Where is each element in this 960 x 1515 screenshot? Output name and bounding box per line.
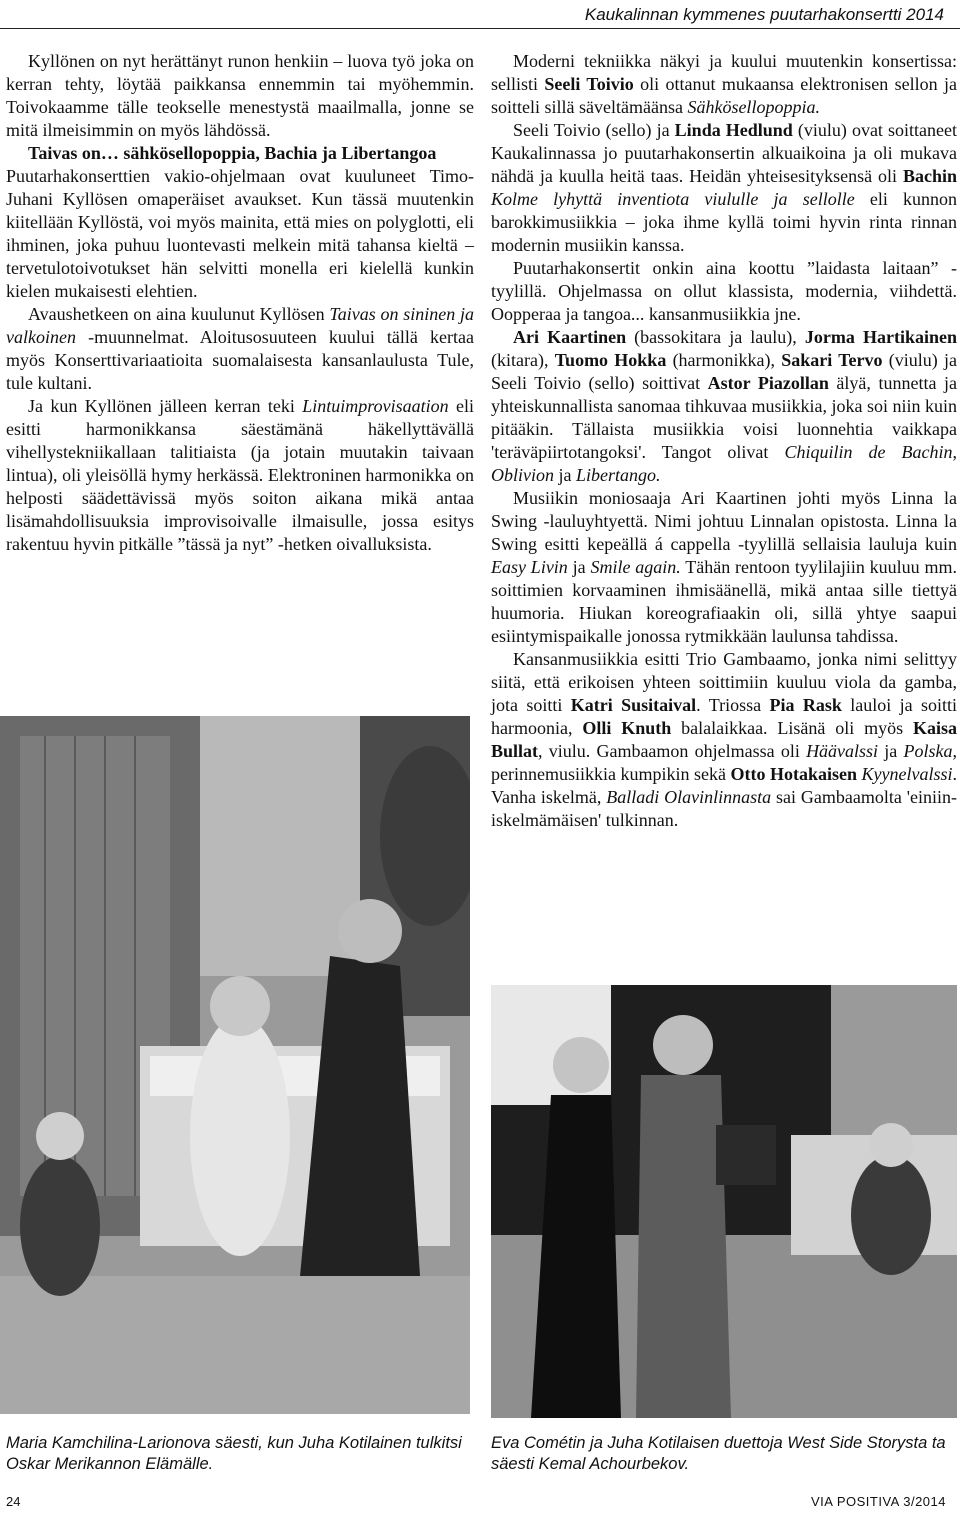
photo-caption-right: Eva Cométin ja Juha Kotilaisen duettoja West Side Storysta ta säesti Kemal Achourbekov. bbox=[491, 1434, 946, 1473]
concert-photo-duet bbox=[491, 985, 957, 1418]
paragraph: Ari Kaartinen (bassokitara ja laulu), Jorma Hartikainen (kitara), Tuomo Hokka (harmonikka), Sakari Tervo (viulu) ja Seeli Toivio (sello) soittivat Astor Piazollan älyä, tunnetta ja yhteiskunnallista sanomaa tihkuvaa musiikkia, joka soi niin kuin pitääkin. Tällaista musiikkia voisi luonnehtia vaikkapa 'teräväpiirtotangoksi'. Tangot olivat Chiquilin de Bachin, Oblivion ja Libertango. bbox=[491, 327, 958, 485]
left-column bbox=[6, 50, 474, 556]
paragraph: Kyllönen on nyt herättänyt runon henkiin – luova työ joka on kerran tehty, löytää paikkansa ennemmin tai myöhemmin. Toivokaamme tälle teokselle menestystä maailmalla, jonne se mitä ilmeisimmin on myös lähdössä. bbox=[6, 51, 474, 140]
paragraph: Seeli Toivio (sello) ja Linda Hedlund (viulu) ovat soittaneet Kaukalinnassa jo puutarhakonsertin alkuaikoina ja oli mukava nähdä ja kuulla heitä taas. Heidän yhteisesityksensä oli Bachin Kolme lyhyttä inventiota viululle ja sellolle eli kunnon barokkimusiikkia – joka ihme kyllä toimi hyvin rinta rinnan modernin musiikin kanssa. bbox=[491, 120, 957, 255]
right-column bbox=[491, 50, 957, 832]
section-subheading: Taivas on… sähkösellopoppia, Bachia ja Libertangoa bbox=[28, 143, 437, 163]
header-title: Kaukalinnan kymmenes puutarhakonsertti 2014 bbox=[584, 5, 944, 24]
paragraph: Avaushetkeen on aina kuulunut Kyllösen Taivas on sininen ja valkoinen -muunnelmat. Aloitusosuuteen kuului tällä kertaa myös Konserttivariaatioita suomalaisesta kansanlaulusta Tule, tule kultani. bbox=[6, 304, 474, 393]
paragraph: Moderni tekniikka näkyi ja kuului muutenkin konsertissa: sellisti Seeli Toivio oli ottanut mukaansa elektronisen sellon ja soitteli sillä säveltämäänsa Sähkösellopoppia. bbox=[491, 51, 957, 117]
running-header bbox=[0, 0, 960, 29]
page-number: 24 bbox=[6, 1494, 21, 1509]
magazine-issue: VIA POSITIVA 3/2014 bbox=[811, 1494, 946, 1509]
concert-photo-pianist-singer bbox=[0, 716, 470, 1414]
photo-caption-left: Maria Kamchilina-Larionova säesti, kun Juha Kotilainen tulkitsi Oskar Merikannon Elämälle. bbox=[6, 1434, 462, 1473]
paragraph: Puutarhakonserttien vakio-ohjelmaan ovat kuuluneet Timo-Juhani Kyllösen omaperäiset avaukset. Kun tässä muutenkin kiitellään Kyllöstä, voi myös mainita, että mies on polyglotti, eli ihminen, joka puhuu luontevasti melkein mitä tahansa kieltä – tervetulotoivotukset hän selvitti monella eri kielellä kunkin kielen mukaisesti elehtien. bbox=[6, 166, 474, 301]
paragraph: Puutarhakonsertit onkin aina koottu ”laidasta laitaan” -tyylillä. Ohjelmassa on ollut klassista, modernia, viihdettä. Oopperaa ja tangoa... kansanmusiikkia jne. bbox=[491, 258, 957, 324]
paragraph: Kansanmusiikkia esitti Trio Gambaamo, jonka nimi selittyy siitä, että erikoisen yhteen soittimiin kuuluu viola da gamba, jota soitti Katri Susitaival. Triossa Pia Rask lauloi ja soitti harmoonia, Olli Knuth balalaikkaa. Lisänä oli myös Kaisa Bullat, viulu. Gambaamon ohjelmassa oli Häävalssi ja Polska, perinnemusiikkia kumpikin sekä Otto Hotakaisen Kyynelvalssi. Vanha iskelmä, Balladi Olavinlinnasta sai Gambaamolta 'einiin-iskelmämäisen' tulkinnan. bbox=[491, 649, 958, 830]
photo-illustration bbox=[491, 985, 957, 1418]
paragraph: Ja kun Kyllönen jälleen kerran teki Lintuimprovisaation eli esitti harmonikkansa säestämänä häkellyttävällä vihellystekniikallaan talitiaista (ja jotain muutakin taivaan lintua), oli yleisöllä hymy herkässä. Elektroninen harmonikka on helposti säädettävissä myös soiton aikana mikä antaa lisämahdollisuuksia improvisoivalle ilmaisulle, jossa esitys rakentuu hyvin pitkälle ”tässä ja nyt” -hetken oivalluksista. bbox=[6, 396, 474, 554]
photo-illustration bbox=[0, 716, 470, 1414]
paragraph: Musiikin moniosaaja Ari Kaartinen johti myös Linna la Swing -lauluyhtyettä. Nimi johtuu Linnalan opistosta. Linna la Swing esitti kepeällä á cappella -tyylillä sellaisia lauluja kuin Easy Livin ja Smile again. Tähän rentoon tyylilajiin kuuluu mm. soittimien korvaaminen ihmisäänellä, mikä antaa sille tiettyä huumoria. Hiukan koreografiaakin oli, sillä yhtye saapui esiintymispaikalle jonossa rytmikkään laulunsa tahdissa. bbox=[491, 488, 957, 646]
